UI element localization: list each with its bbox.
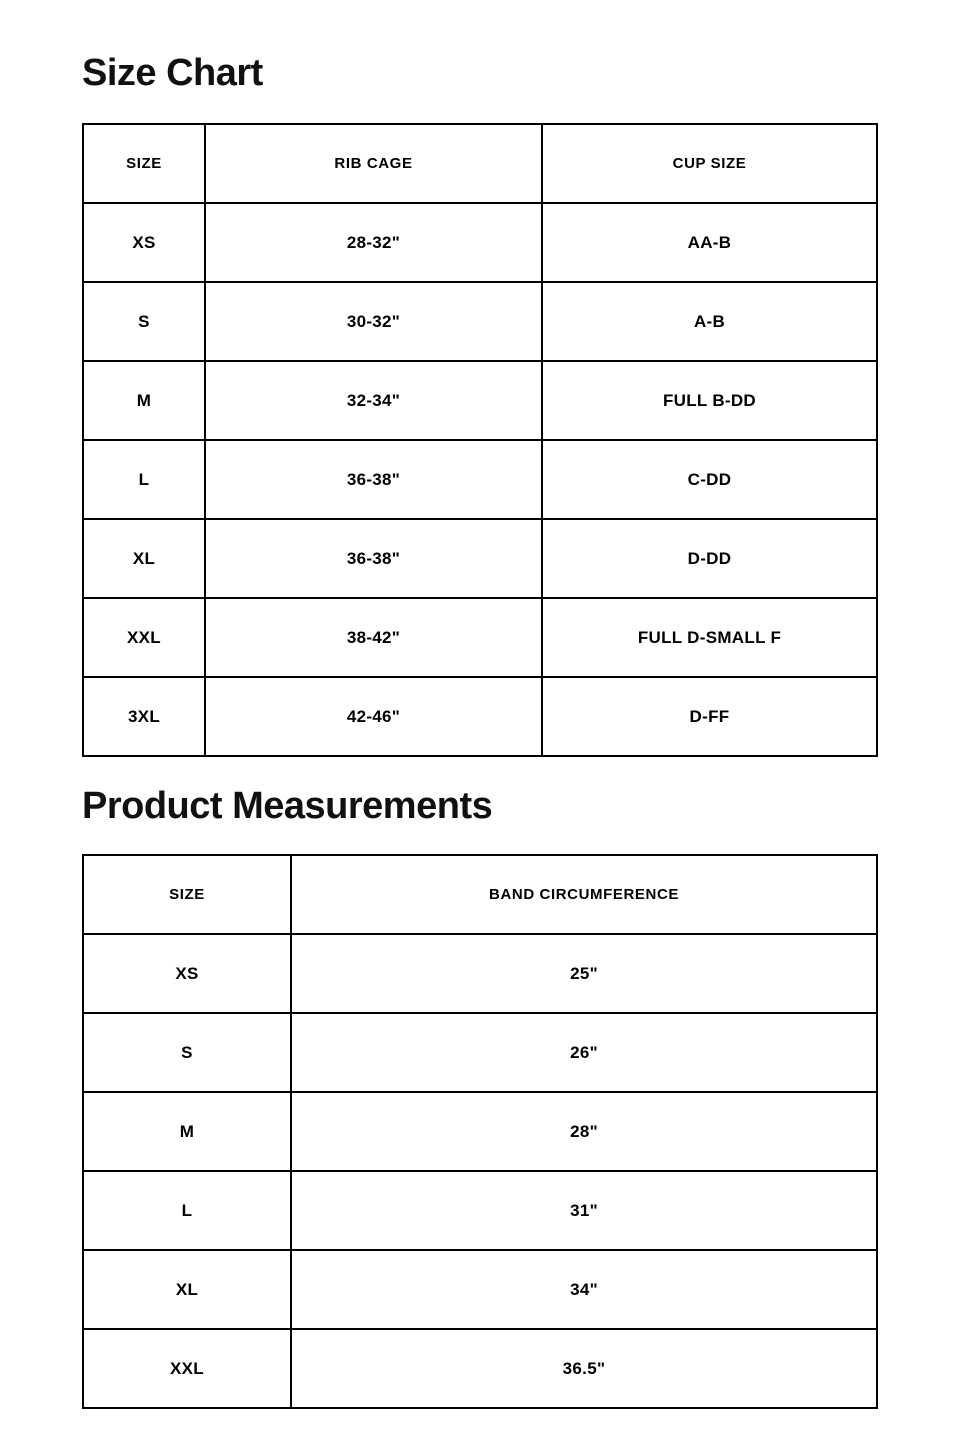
cell-cup-size: D-DD bbox=[542, 519, 877, 598]
table-row bbox=[83, 598, 877, 677]
cell-size: M bbox=[83, 1092, 291, 1171]
cell-cup-size: C-DD bbox=[542, 440, 877, 519]
cell-size: XXL bbox=[83, 1329, 291, 1408]
cell-size: XXL bbox=[83, 598, 205, 677]
cell-rib-cage: 36-38" bbox=[205, 440, 542, 519]
cell-cup-size: FULL D-SMALL F bbox=[542, 598, 877, 677]
table-row bbox=[83, 519, 877, 598]
column-header-size: SIZE bbox=[83, 855, 291, 934]
cell-rib-cage: 36-38" bbox=[205, 519, 542, 598]
column-header-size: SIZE bbox=[83, 124, 205, 203]
cell-cup-size: D-FF bbox=[542, 677, 877, 756]
table-row bbox=[83, 1329, 877, 1408]
cell-size: S bbox=[83, 282, 205, 361]
cell-size: XL bbox=[83, 1250, 291, 1329]
cell-size: S bbox=[83, 1013, 291, 1092]
table-row bbox=[83, 361, 877, 440]
cell-size: M bbox=[83, 361, 205, 440]
table-row bbox=[83, 282, 877, 361]
cell-rib-cage: 30-32" bbox=[205, 282, 542, 361]
cell-rib-cage: 38-42" bbox=[205, 598, 542, 677]
cell-size: L bbox=[83, 440, 205, 519]
table-row bbox=[83, 677, 877, 756]
cell-cup-size: FULL B-DD bbox=[542, 361, 877, 440]
cell-rib-cage: 32-34" bbox=[205, 361, 542, 440]
cell-cup-size: A-B bbox=[542, 282, 877, 361]
table-header-row bbox=[83, 124, 877, 203]
size-chart-table bbox=[82, 123, 878, 757]
cell-band-circumference: 34" bbox=[291, 1250, 877, 1329]
cell-size: XL bbox=[83, 519, 205, 598]
column-header-cup-size: CUP SIZE bbox=[542, 124, 877, 203]
cell-size: XS bbox=[83, 203, 205, 282]
page-title-product-measurements: Product Measurements bbox=[82, 785, 493, 827]
cell-band-circumference: 31" bbox=[291, 1171, 877, 1250]
cell-band-circumference: 28" bbox=[291, 1092, 877, 1171]
table-row bbox=[83, 1013, 877, 1092]
table-row bbox=[83, 440, 877, 519]
cell-size: L bbox=[83, 1171, 291, 1250]
cell-band-circumference: 26" bbox=[291, 1013, 877, 1092]
table-row bbox=[83, 1250, 877, 1329]
cell-rib-cage: 28-32" bbox=[205, 203, 542, 282]
cell-size: XS bbox=[83, 934, 291, 1013]
cell-band-circumference: 25" bbox=[291, 934, 877, 1013]
column-header-rib-cage: RIB CAGE bbox=[205, 124, 542, 203]
cell-band-circumference: 36.5" bbox=[291, 1329, 877, 1408]
table-row bbox=[83, 1092, 877, 1171]
table-row bbox=[83, 203, 877, 282]
page-title-size-chart: Size Chart bbox=[82, 52, 263, 94]
cell-rib-cage: 42-46" bbox=[205, 677, 542, 756]
column-header-band-circumference: BAND CIRCUMFERENCE bbox=[291, 855, 877, 934]
cell-size: 3XL bbox=[83, 677, 205, 756]
table-header-row bbox=[83, 855, 877, 934]
product-measurements-table bbox=[82, 854, 878, 1409]
table-row bbox=[83, 934, 877, 1013]
cell-cup-size: AA-B bbox=[542, 203, 877, 282]
table-row bbox=[83, 1171, 877, 1250]
